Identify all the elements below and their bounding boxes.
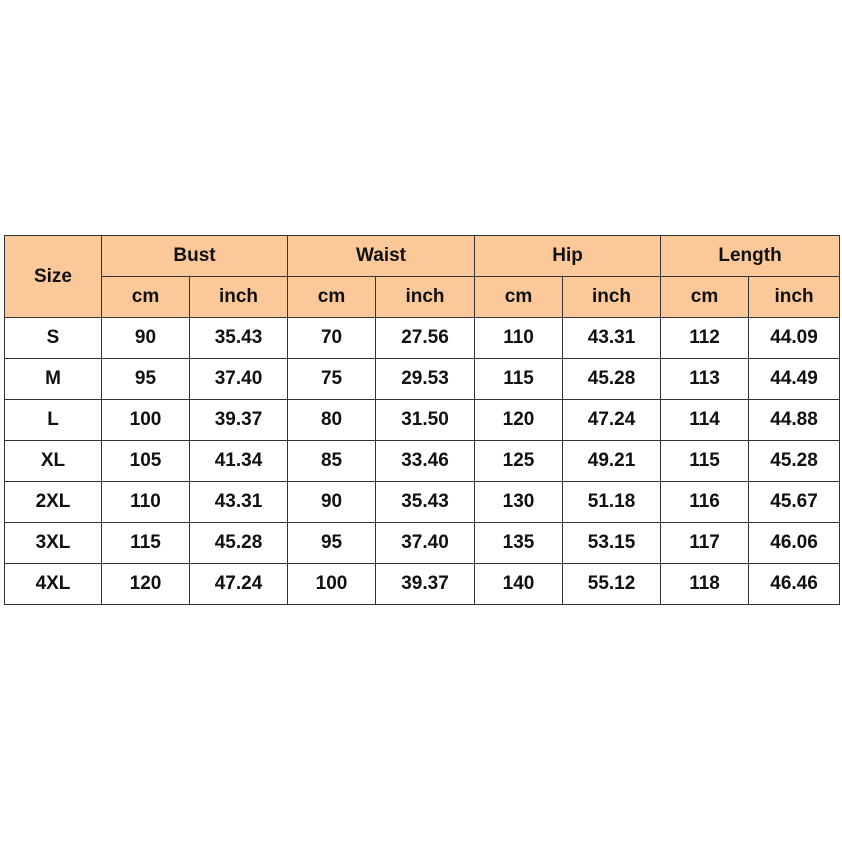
bust-inch-cell: 45.28 [190, 523, 288, 564]
size-cell: 4XL [5, 564, 102, 605]
hip-inch-cell: 55.12 [563, 564, 661, 605]
waist-inch-cell: 37.40 [376, 523, 475, 564]
bust-inch-cell: 39.37 [190, 400, 288, 441]
hip-cm-cell: 125 [475, 441, 563, 482]
size-chart-body [5, 318, 840, 605]
hip-inch-cell: 53.15 [563, 523, 661, 564]
waist-cm-cell: 75 [288, 359, 376, 400]
table-row [5, 523, 840, 564]
size-cell: 3XL [5, 523, 102, 564]
waist-inch-cell: 35.43 [376, 482, 475, 523]
size-cell: M [5, 359, 102, 400]
waist-inch-cell: 31.50 [376, 400, 475, 441]
size-cell: 2XL [5, 482, 102, 523]
bust-cm-cell: 105 [102, 441, 190, 482]
hip-group-header: Hip [475, 236, 661, 277]
length-cm-cell: 116 [661, 482, 749, 523]
bust-cm-cell: 115 [102, 523, 190, 564]
size-chart-table [4, 235, 840, 605]
hip-cm-header: cm [475, 277, 563, 318]
waist-cm-cell: 70 [288, 318, 376, 359]
waist-inch-cell: 39.37 [376, 564, 475, 605]
length-cm-cell: 117 [661, 523, 749, 564]
waist-inch-cell: 27.56 [376, 318, 475, 359]
length-inch-cell: 44.88 [749, 400, 840, 441]
size-column-header: Size [5, 236, 102, 318]
length-cm-cell: 114 [661, 400, 749, 441]
length-cm-header: cm [661, 277, 749, 318]
hip-inch-cell: 49.21 [563, 441, 661, 482]
hip-cm-cell: 130 [475, 482, 563, 523]
table-row [5, 564, 840, 605]
bust-inch-cell: 41.34 [190, 441, 288, 482]
hip-cm-cell: 110 [475, 318, 563, 359]
waist-cm-cell: 100 [288, 564, 376, 605]
length-cm-cell: 115 [661, 441, 749, 482]
hip-inch-cell: 51.18 [563, 482, 661, 523]
group-header-row [5, 236, 840, 277]
table-row [5, 318, 840, 359]
hip-inch-cell: 43.31 [563, 318, 661, 359]
size-cell: L [5, 400, 102, 441]
length-inch-header: inch [749, 277, 840, 318]
bust-cm-cell: 120 [102, 564, 190, 605]
length-inch-cell: 44.09 [749, 318, 840, 359]
waist-cm-cell: 90 [288, 482, 376, 523]
hip-cm-cell: 115 [475, 359, 563, 400]
hip-inch-cell: 47.24 [563, 400, 661, 441]
size-cell: XL [5, 441, 102, 482]
length-inch-cell: 45.67 [749, 482, 840, 523]
hip-inch-cell: 45.28 [563, 359, 661, 400]
size-cell: S [5, 318, 102, 359]
waist-inch-header: inch [376, 277, 475, 318]
length-inch-cell: 45.28 [749, 441, 840, 482]
length-cm-cell: 118 [661, 564, 749, 605]
length-inch-cell: 44.49 [749, 359, 840, 400]
waist-cm-header: cm [288, 277, 376, 318]
length-inch-cell: 46.46 [749, 564, 840, 605]
bust-cm-cell: 100 [102, 400, 190, 441]
length-inch-cell: 46.06 [749, 523, 840, 564]
bust-inch-cell: 35.43 [190, 318, 288, 359]
hip-inch-header: inch [563, 277, 661, 318]
bust-inch-header: inch [190, 277, 288, 318]
waist-inch-cell: 29.53 [376, 359, 475, 400]
table-row [5, 441, 840, 482]
table-row [5, 400, 840, 441]
bust-inch-cell: 43.31 [190, 482, 288, 523]
hip-cm-cell: 140 [475, 564, 563, 605]
length-cm-cell: 113 [661, 359, 749, 400]
bust-cm-cell: 95 [102, 359, 190, 400]
bust-group-header: Bust [102, 236, 288, 277]
bust-inch-cell: 37.40 [190, 359, 288, 400]
table-row [5, 482, 840, 523]
table-row [5, 359, 840, 400]
waist-cm-cell: 80 [288, 400, 376, 441]
waist-cm-cell: 85 [288, 441, 376, 482]
bust-cm-cell: 110 [102, 482, 190, 523]
waist-inch-cell: 33.46 [376, 441, 475, 482]
length-group-header: Length [661, 236, 840, 277]
waist-group-header: Waist [288, 236, 475, 277]
bust-cm-header: cm [102, 277, 190, 318]
bust-cm-cell: 90 [102, 318, 190, 359]
length-cm-cell: 112 [661, 318, 749, 359]
waist-cm-cell: 95 [288, 523, 376, 564]
bust-inch-cell: 47.24 [190, 564, 288, 605]
unit-header-row [5, 277, 840, 318]
hip-cm-cell: 120 [475, 400, 563, 441]
hip-cm-cell: 135 [475, 523, 563, 564]
